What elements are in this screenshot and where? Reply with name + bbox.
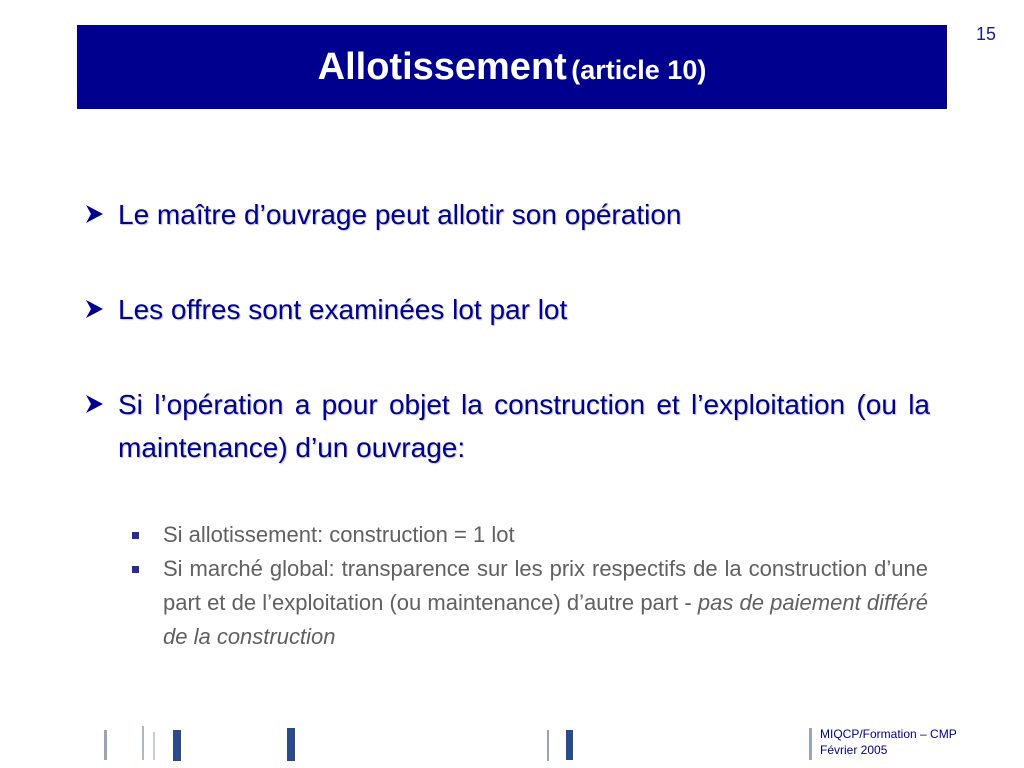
footer-bar-mark xyxy=(153,732,155,760)
square-bullet-icon xyxy=(132,532,139,539)
bullet-list xyxy=(80,193,930,469)
title-main: Allotissement xyxy=(317,45,567,88)
slide-number: 15 xyxy=(975,24,996,44)
footer-bar-mark xyxy=(104,730,107,760)
slide-title xyxy=(318,46,707,89)
title-bar xyxy=(77,25,947,109)
sub-bullet-item xyxy=(132,518,928,552)
title-sub: (article 10) xyxy=(571,54,707,85)
bullet-text: Si l’opération a pour objet la construction et l’exploitation (ou la maintenance) d’un ouvrage: xyxy=(118,389,930,463)
arrow-bullet-icon xyxy=(82,297,106,321)
arrow-bullet-icon xyxy=(82,202,106,226)
footer-line: MIQCP/Formation – CMP xyxy=(820,727,957,741)
footer-bar-mark xyxy=(547,730,549,761)
footer-bar-mark xyxy=(809,728,812,760)
arrow-bullet-icon xyxy=(82,392,106,416)
bullet-text: Le maître d’ouvrage peut allotir son opération xyxy=(118,199,682,230)
footer-bar-mark xyxy=(287,728,295,761)
footer-bar-mark xyxy=(566,730,573,760)
footer-bar-mark xyxy=(173,730,181,761)
bullet-item xyxy=(80,193,930,236)
sub-bullet-text: Si marché global: transparence sur les prix respectifs de la construction d’une part et de l’exploitation (ou maintenance) d’autre part - xyxy=(163,556,928,615)
sub-bullet-text: Si allotissement: construction = 1 lot xyxy=(163,522,515,547)
sub-bullet-item xyxy=(132,552,928,654)
bullet-item xyxy=(80,288,930,331)
footer-caption xyxy=(820,726,957,758)
footer-bar-mark xyxy=(142,726,144,760)
square-bullet-icon xyxy=(132,566,139,573)
bullet-text: Les offres sont examinées lot par lot xyxy=(118,294,568,325)
sub-bullet-list xyxy=(132,518,928,654)
footer-line: Février 2005 xyxy=(820,743,888,757)
bullet-item xyxy=(80,383,930,469)
sub-bullet-emphasis: pas de paiement différé de la construction xyxy=(163,590,928,649)
